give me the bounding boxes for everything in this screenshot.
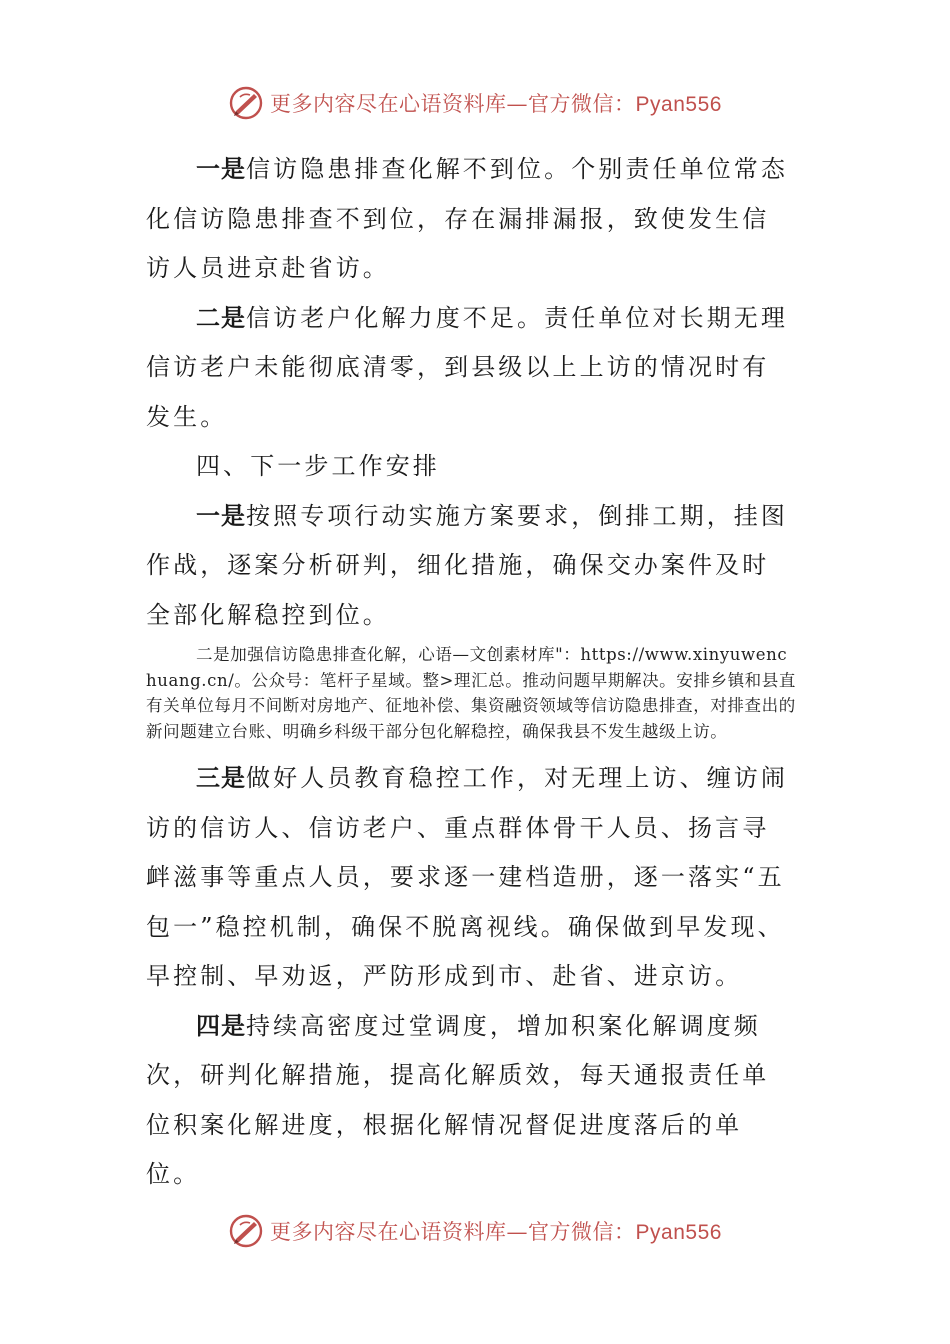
paragraph-1: 一是信访隐患排查化解不到位。个别责任单位常态化信访隐患排查不到位，存在漏排漏报，致使发生信访人员进京赴省访。 xyxy=(146,155,788,282)
header-wechat-id: Pyan556 xyxy=(635,93,722,116)
paragraph-5: 四是持续高密度过堂调度，增加积案化解调度频次，研判化解措施，提高化解质效，每天通报责任单位积案化解进度，根据化解情况督促进度落后的单位。 xyxy=(146,1011,770,1188)
footer-banner-text: 更多内容尽在心语资料库—官方微信：Pyan556 xyxy=(270,1220,722,1244)
section-heading: 四、下一步工作安排 xyxy=(196,452,440,480)
paragraph-4: 三是做好人员教育稳控工作，对无理上访、缠访闹访的信访人、信访老户、重点群体骨干人员、扬言寻衅滋事等重点人员，要求逐一建档造册，逐一落实“五包一”稳控机制，确保不脱离视线。确保做到早发现、早控制、早劝返，严防形成到市、赴省、进京访。 xyxy=(146,764,788,990)
footer-wechat-id: Pyan556 xyxy=(635,1221,722,1244)
paragraph-lead: 三是 xyxy=(196,764,246,792)
inserted-note: 二是加强信访隐患排查化解，心语—文创素材库"：https://www.xinyuwenchuang.cn/。公众号：笔杆子星域。整>理汇总。推动问题早期解决。安排乡镇和县直有关单位每月不间断对房地产、征地补偿、集资融资领域等信访隐患排查，对排查出的新问题建立台账、明确乡科级干部分包化解稳控，确保我县不发生越级上访。 xyxy=(146,645,796,741)
header-banner xyxy=(0,78,950,128)
pen-logo-icon xyxy=(228,85,264,121)
footer-banner xyxy=(0,1206,950,1256)
paragraph-lead: 二是 xyxy=(196,303,246,332)
header-banner-text: 更多内容尽在心语资料库—官方微信：Pyan556 xyxy=(270,92,722,116)
paragraph-3: 一是按照专项行动实施方案要求，倒排工期，挂图作战，逐案分析研判，细化措施，确保交办案件及时全部化解稳控到位。 xyxy=(146,501,788,629)
pen-logo-icon xyxy=(228,1213,264,1249)
paragraph-lead: 一是 xyxy=(196,155,246,183)
paragraph-lead: 一是 xyxy=(196,501,246,530)
paragraph-2: 二是信访老户化解力度不足。责任单位对长期无理信访老户未能彻底清零，到县级以上上访的情况时有发生。 xyxy=(146,303,788,431)
document-body xyxy=(146,145,796,1200)
paragraph-lead: 四是 xyxy=(196,1011,246,1040)
